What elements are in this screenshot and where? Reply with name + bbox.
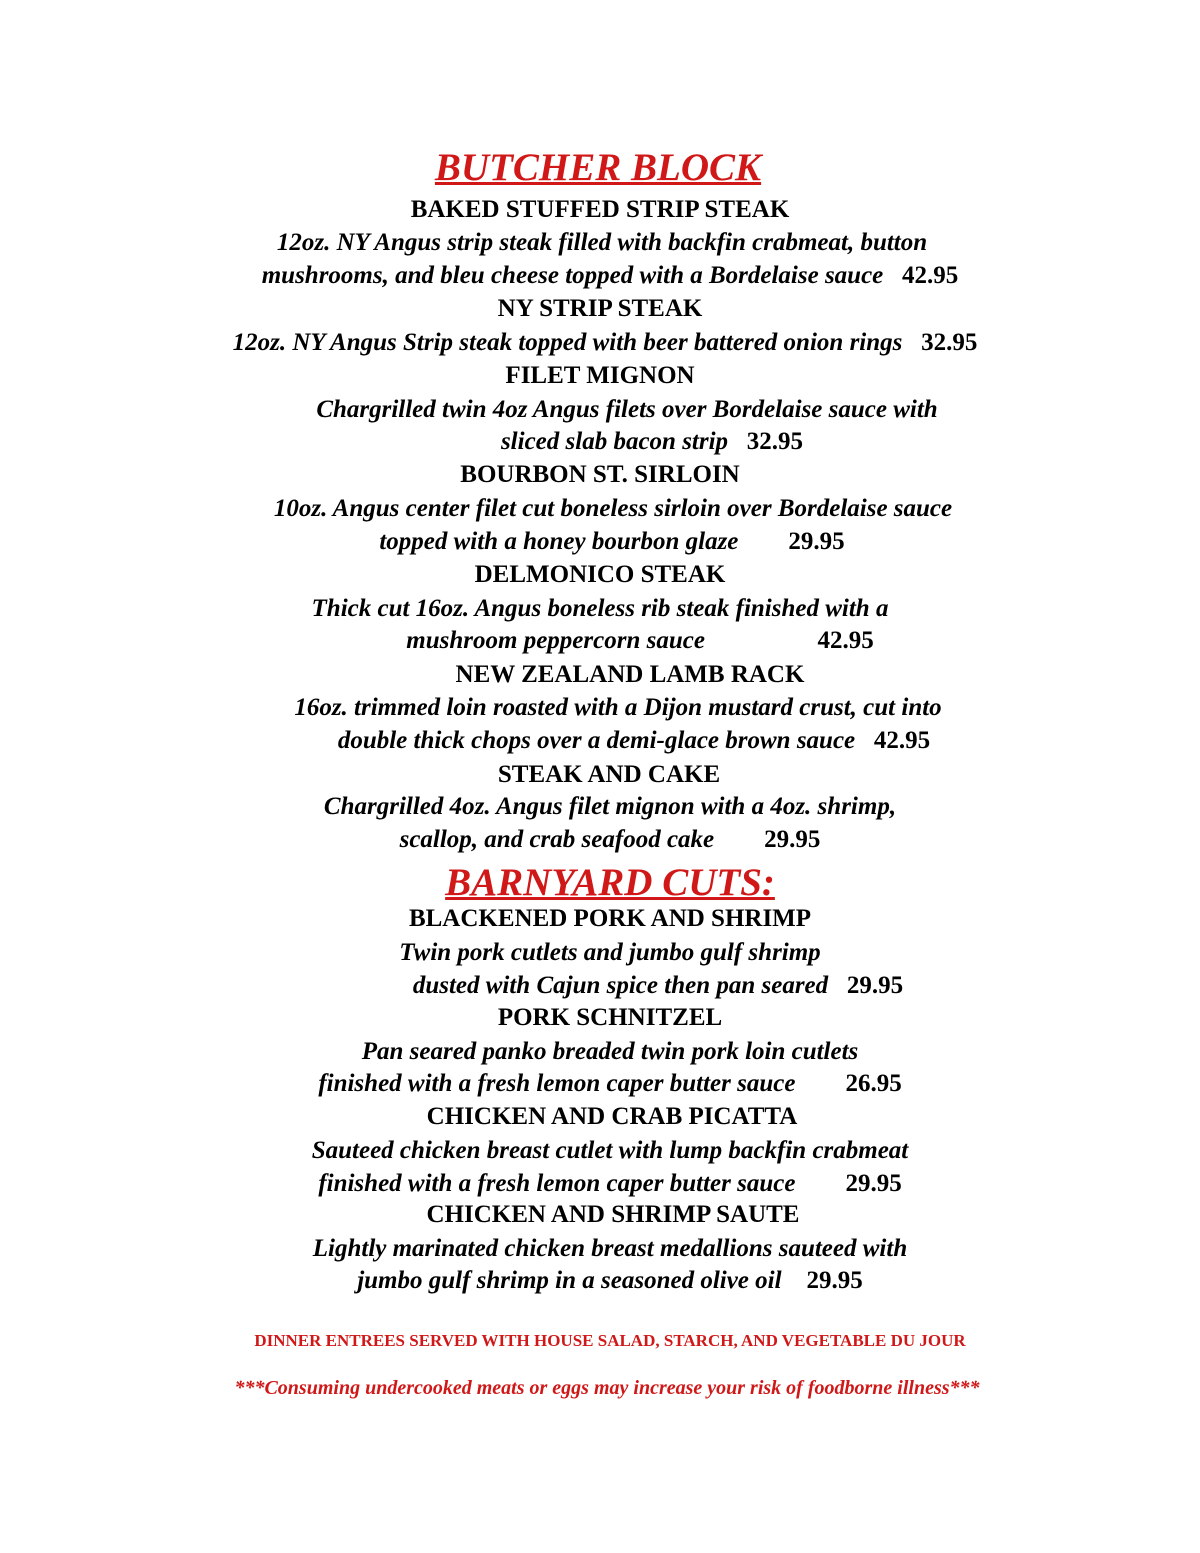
item-name-new-zealand-lamb-rack: NEW ZEALAND LAMB RACK <box>455 661 805 688</box>
item-desc-line: dusted with Cajun spice then pan seared 29.95 <box>412 972 904 999</box>
item-name-bourbon-st-sirloin: BOURBON ST. SIRLOIN <box>460 461 740 488</box>
item-desc-line: 16oz. trimmed loin roasted with a Dijon mustard crust, cut into <box>294 694 942 721</box>
item-desc-line: mushrooms, and bleu cheese topped with a Bordelaise sauce 42.95 <box>261 262 959 289</box>
item-price: 42.95 <box>817 627 874 654</box>
item-desc-line: finished with a fresh lemon caper butter sauce 26.95 <box>318 1070 902 1097</box>
item-price: 29.95 <box>806 1267 863 1294</box>
footer-note: DINNER ENTREES SERVED WITH HOUSE SALAD, STARCH, AND VEGETABLE DU JOUR <box>254 1331 966 1350</box>
item-desc-line: jumbo gulf shrimp in a seasoned olive oil 29.95 <box>357 1267 863 1294</box>
item-desc-line: topped with a honey bourbon glaze 29.95 <box>379 528 845 555</box>
item-price: 29.95 <box>788 528 845 555</box>
item-name-chicken-and-crab-picatta: CHICKEN AND CRAB PICATTA <box>426 1103 798 1130</box>
item-desc-line: Chargrilled twin 4oz Angus filets over Bordelaise sauce with <box>316 396 938 423</box>
section-title-butcher-block: BUTCHER BLOCK <box>434 146 762 189</box>
item-name-ny-strip-steak: NY STRIP STEAK <box>497 295 703 322</box>
item-name-steak-and-cake: STEAK AND CAKE <box>497 761 721 788</box>
item-desc-line: mushroom peppercorn sauce 42.95 <box>406 627 874 654</box>
item-desc-line: Pan seared panko breaded twin pork loin cutlets <box>361 1038 859 1065</box>
item-desc-line: 12oz. NY Angus Strip steak topped with beer battered onion rings 32.95 <box>232 329 978 356</box>
item-desc-line: 12oz. NY Angus strip steak filled with backfin crabmeat, button <box>276 229 928 256</box>
item-desc-line: Sauteed chicken breast cutlet with lump backfin crabmeat <box>311 1137 909 1164</box>
section-title-barnyard-cuts: BARNYARD CUTS: <box>445 861 775 904</box>
item-desc-line: finished with a fresh lemon caper butter sauce 29.95 <box>318 1170 902 1197</box>
item-price: 29.95 <box>846 972 904 999</box>
item-price: 26.95 <box>845 1070 902 1097</box>
item-name-chicken-and-shrimp-saute: CHICKEN AND SHRIMP SAUTE <box>426 1201 800 1228</box>
item-name-delmonico-steak: DELMONICO STEAK <box>474 561 726 588</box>
item-desc-line: sliced slab bacon strip 32.95 <box>500 428 804 455</box>
item-price: 32.95 <box>921 329 978 356</box>
item-name-baked-stuffed-strip-steak: BAKED STUFFED STRIP STEAK <box>410 196 790 223</box>
item-name-filet-mignon: FILET MIGNON <box>505 362 695 389</box>
item-name-blackened-pork-and-shrimp: BLACKENED PORK AND SHRIMP <box>408 905 812 932</box>
item-desc-line: Lightly marinated chicken breast medallions sauteed with <box>312 1235 908 1262</box>
item-price: 29.95 <box>845 1170 902 1197</box>
health-warning: ***Consuming undercooked meats or eggs may increase your risk of foodborne illness*** <box>234 1377 980 1399</box>
item-desc-line: Thick cut 16oz. Angus boneless rib steak finished with a <box>311 595 889 622</box>
item-price: 32.95 <box>746 428 804 455</box>
item-name-pork-schnitzel: PORK SCHNITZEL <box>497 1004 723 1031</box>
item-desc-line: Twin pork cutlets and jumbo gulf shrimp <box>399 939 821 966</box>
item-price: 42.95 <box>902 262 959 289</box>
item-desc-line: 10oz. Angus center filet cut boneless sirloin over Bordelaise sauce <box>273 495 953 522</box>
item-price: 29.95 <box>764 826 821 853</box>
item-desc-line: scallop, and crab seafood cake 29.95 <box>399 826 821 853</box>
item-price: 42.95 <box>873 727 931 754</box>
item-desc-line: double thick chops over a demi-glace brown sauce 42.95 <box>337 727 931 754</box>
item-desc-line: Chargrilled 4oz. Angus filet mignon with a 4oz. shrimp, <box>323 793 897 820</box>
